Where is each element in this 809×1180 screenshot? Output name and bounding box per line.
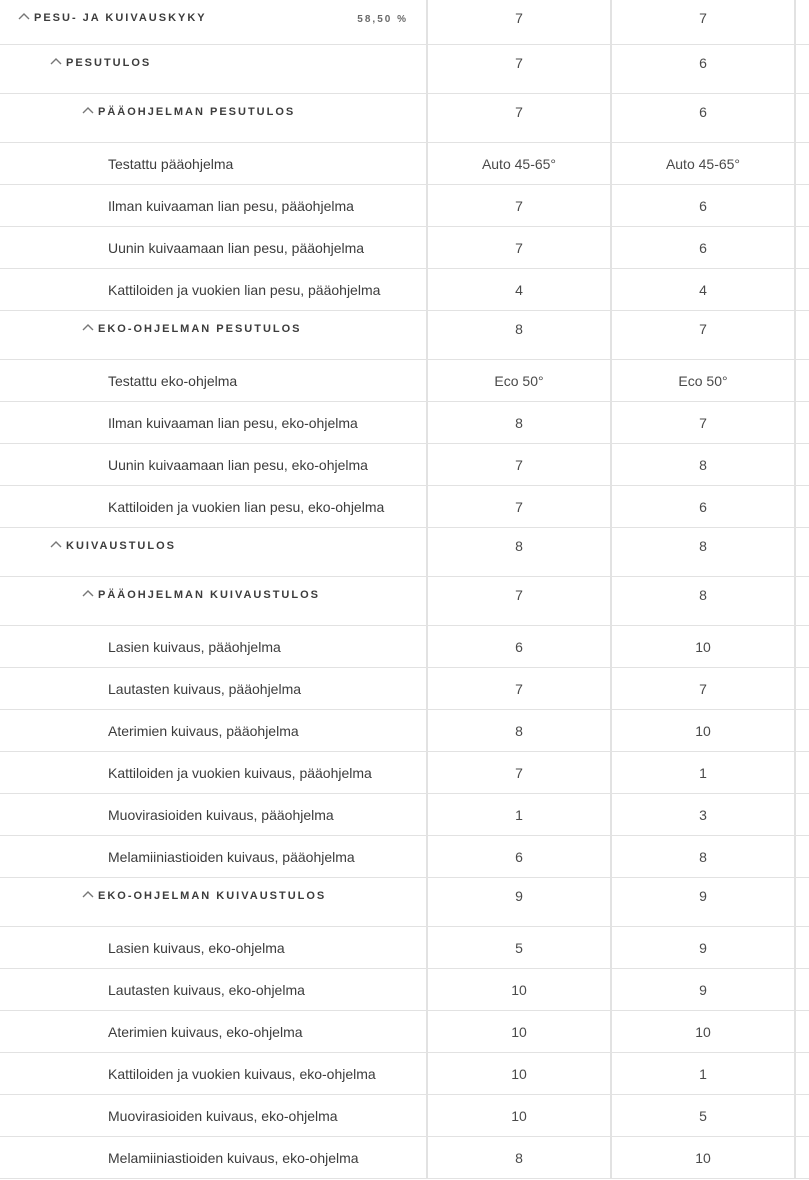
- criterion-label: Melamiiniastioiden kuivaus, pääohjelma: [108, 849, 355, 865]
- row-label-cell: [0, 1095, 428, 1136]
- group-row[interactable]: [0, 528, 809, 577]
- product-2-value: 6: [612, 45, 796, 93]
- product-1-value: 6: [428, 626, 612, 667]
- table-row: [0, 143, 809, 185]
- product-2-value: 9: [612, 969, 796, 1010]
- criterion-label: Lautasten kuivaus, pääohjelma: [108, 681, 302, 697]
- table-row: [0, 836, 809, 878]
- table-row: [0, 360, 809, 402]
- criterion-label: Uunin kuivaamaan lian pesu, pääohjelma: [108, 240, 365, 256]
- table-row: [0, 185, 809, 227]
- product-2-value: 6: [612, 227, 796, 268]
- row-label-cell: [0, 1137, 428, 1178]
- row-label-cell: [0, 626, 428, 667]
- group-title: PESU- JA KUIVAUSKYKY: [34, 12, 207, 24]
- row-label-cell: [0, 528, 428, 576]
- row-label-cell: [0, 311, 428, 359]
- group-title: PÄÄOHJELMAN PESUTULOS: [98, 106, 296, 118]
- row-label-cell: [0, 794, 428, 835]
- table-row: [0, 444, 809, 486]
- product-2-value: 5: [612, 1095, 796, 1136]
- criterion-label: Aterimien kuivaus, pääohjelma: [108, 723, 299, 739]
- criterion-label: Aterimien kuivaus, eko-ohjelma: [108, 1024, 303, 1040]
- group-header[interactable]: [50, 45, 151, 93]
- row-label-cell: [0, 878, 428, 926]
- product-1-value: 8: [428, 402, 612, 443]
- product-2-value: 10: [612, 1137, 796, 1178]
- chevron-up-icon[interactable]: [82, 323, 92, 333]
- product-1-value: 7: [428, 444, 612, 485]
- table-row: [0, 668, 809, 710]
- table-row: [0, 486, 809, 528]
- group-title: KUIVAUSTULOS: [66, 540, 176, 552]
- row-label-cell: [0, 969, 428, 1010]
- product-1-value: 5: [428, 927, 612, 968]
- table-row: [0, 402, 809, 444]
- product-2-value: 7: [612, 311, 796, 359]
- product-2-value: 6: [612, 94, 796, 142]
- product-1-value: Auto 45-65°: [428, 143, 612, 184]
- row-label-cell: [0, 0, 428, 44]
- group-title: EKO-OHJELMAN PESUTULOS: [98, 323, 302, 335]
- row-label-cell: [0, 185, 428, 226]
- row-label-cell: [0, 360, 428, 401]
- product-2-value: Eco 50°: [612, 360, 796, 401]
- product-2-value: 3: [612, 794, 796, 835]
- row-label-cell: [0, 486, 428, 527]
- product-1-value: Eco 50°: [428, 360, 612, 401]
- product-1-value: 7: [428, 668, 612, 709]
- product-1-value: 10: [428, 1011, 612, 1052]
- group-header[interactable]: [82, 577, 320, 625]
- row-label-cell: [0, 927, 428, 968]
- row-label-cell: [0, 45, 428, 93]
- group-row[interactable]: [0, 45, 809, 94]
- row-label-cell: [0, 444, 428, 485]
- product-1-value: 7: [428, 94, 612, 142]
- row-label-cell: [0, 1011, 428, 1052]
- table-row: [0, 794, 809, 836]
- group-header[interactable]: [82, 94, 295, 142]
- group-row[interactable]: [0, 311, 809, 360]
- criterion-label: Lautasten kuivaus, eko-ohjelma: [108, 982, 305, 998]
- chevron-up-icon[interactable]: [82, 890, 92, 900]
- row-label-cell: [0, 94, 428, 142]
- table-row: [0, 626, 809, 668]
- criterion-label: Ilman kuivaaman lian pesu, eko-ohjelma: [108, 415, 358, 431]
- table-row: [0, 752, 809, 794]
- criterion-label: Muovirasioiden kuivaus, pääohjelma: [108, 807, 334, 823]
- row-label-cell: [0, 143, 428, 184]
- product-2-value: 7: [612, 0, 796, 44]
- product-1-value: 7: [428, 0, 612, 44]
- chevron-up-icon[interactable]: [82, 589, 92, 599]
- product-2-value: 1: [612, 1053, 796, 1094]
- group-header[interactable]: [82, 878, 326, 926]
- group-title: PESUTULOS: [66, 57, 152, 69]
- row-label-cell: [0, 1053, 428, 1094]
- group-row[interactable]: [0, 94, 809, 143]
- product-1-value: 7: [428, 752, 612, 793]
- criterion-label: Ilman kuivaaman lian pesu, pääohjelma: [108, 198, 354, 214]
- row-label-cell: [0, 227, 428, 268]
- chevron-up-icon[interactable]: [50, 57, 60, 67]
- product-1-value: 4: [428, 269, 612, 310]
- chevron-up-icon[interactable]: [82, 106, 92, 116]
- table-row: [0, 1095, 809, 1137]
- product-2-value: 6: [612, 486, 796, 527]
- group-header[interactable]: [50, 528, 176, 576]
- product-2-value: 7: [612, 402, 796, 443]
- group-title: PÄÄOHJELMAN KUIVAUSTULOS: [98, 589, 320, 601]
- group-header[interactable]: [82, 311, 302, 359]
- criterion-label: Melamiiniastioiden kuivaus, eko-ohjelma: [108, 1150, 359, 1166]
- group-row[interactable]: [0, 0, 809, 45]
- product-1-value: 7: [428, 486, 612, 527]
- chevron-up-icon[interactable]: [50, 540, 60, 550]
- product-2-value: 8: [612, 528, 796, 576]
- criterion-label: Muovirasioiden kuivaus, eko-ohjelma: [108, 1108, 338, 1124]
- criterion-label: Testattu eko-ohjelma: [108, 373, 238, 389]
- weight-percentage: 58,50 %: [357, 14, 408, 25]
- product-1-value: 9: [428, 878, 612, 926]
- product-2-value: 10: [612, 710, 796, 751]
- product-2-value: 10: [612, 1011, 796, 1052]
- table-row: [0, 1053, 809, 1095]
- product-2-value: Auto 45-65°: [612, 143, 796, 184]
- product-2-value: 8: [612, 444, 796, 485]
- product-1-value: 8: [428, 311, 612, 359]
- row-label-cell: [0, 402, 428, 443]
- product-2-value: 10: [612, 626, 796, 667]
- product-1-value: 8: [428, 1137, 612, 1178]
- table-row: [0, 710, 809, 752]
- criterion-label: Kattiloiden ja vuokien lian pesu, eko-ohjelma: [108, 499, 385, 515]
- row-label-cell: [0, 752, 428, 793]
- table-row: [0, 1137, 809, 1179]
- product-1-value: 8: [428, 710, 612, 751]
- criterion-label: Lasien kuivaus, pääohjelma: [108, 639, 281, 655]
- criterion-label: Testattu pääohjelma: [108, 156, 234, 172]
- product-2-value: 9: [612, 878, 796, 926]
- criterion-label: Kattiloiden ja vuokien kuivaus, pääohjelma: [108, 765, 372, 781]
- criterion-label: Kattiloiden ja vuokien kuivaus, eko-ohjelma: [108, 1066, 376, 1082]
- product-2-value: 1: [612, 752, 796, 793]
- table-row: [0, 227, 809, 269]
- product-1-value: 10: [428, 969, 612, 1010]
- group-header[interactable]: [18, 0, 207, 44]
- row-label-cell: [0, 836, 428, 877]
- row-label-cell: [0, 577, 428, 625]
- product-1-value: 10: [428, 1053, 612, 1094]
- product-2-value: 7: [612, 668, 796, 709]
- group-title: EKO-OHJELMAN KUIVAUSTULOS: [98, 890, 327, 902]
- group-row[interactable]: [0, 878, 809, 927]
- product-1-value: 7: [428, 227, 612, 268]
- product-2-value: 8: [612, 836, 796, 877]
- group-row[interactable]: [0, 577, 809, 626]
- product-2-value: 4: [612, 269, 796, 310]
- table-row: [0, 269, 809, 311]
- product-1-value: 8: [428, 528, 612, 576]
- product-2-value: 8: [612, 577, 796, 625]
- table-row: [0, 927, 809, 969]
- product-1-value: 7: [428, 185, 612, 226]
- row-label-cell: [0, 269, 428, 310]
- row-label-cell: [0, 710, 428, 751]
- criterion-label: Lasien kuivaus, eko-ohjelma: [108, 940, 285, 956]
- product-1-value: 7: [428, 577, 612, 625]
- product-1-value: 10: [428, 1095, 612, 1136]
- table-row: [0, 1011, 809, 1053]
- product-2-value: 9: [612, 927, 796, 968]
- chevron-up-icon[interactable]: [18, 12, 28, 22]
- product-1-value: 6: [428, 836, 612, 877]
- row-label-cell: [0, 668, 428, 709]
- product-1-value: 7: [428, 45, 612, 93]
- product-2-value: 6: [612, 185, 796, 226]
- product-1-value: 1: [428, 794, 612, 835]
- table-row: [0, 969, 809, 1011]
- criterion-label: Uunin kuivaamaan lian pesu, eko-ohjelma: [108, 457, 368, 473]
- criterion-label: Kattiloiden ja vuokien lian pesu, pääohjelma: [108, 282, 381, 298]
